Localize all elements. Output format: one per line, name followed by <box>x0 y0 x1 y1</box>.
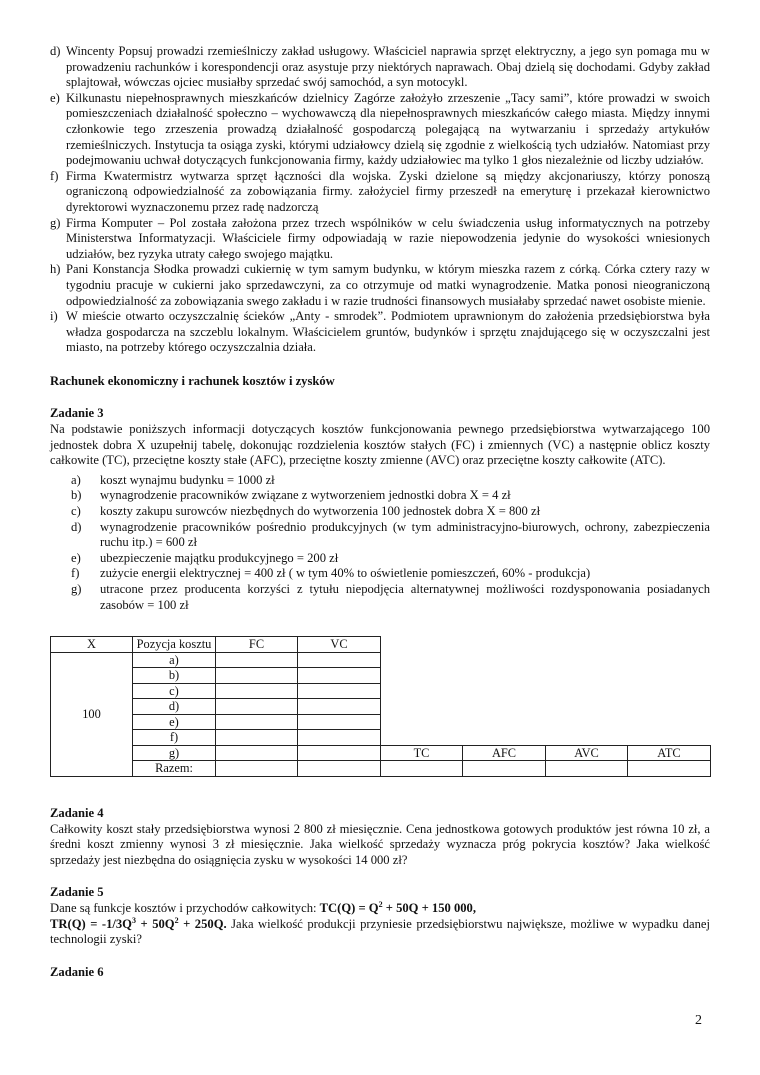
fc-total-cell[interactable] <box>216 761 298 777</box>
vc-cell[interactable] <box>298 668 381 684</box>
tc-cell[interactable] <box>381 761 463 777</box>
lower-section <box>50 806 710 980</box>
header-fc: FC <box>216 637 298 653</box>
section-title: Rachunek ekonomiczny i rachunek kosztów i zysków <box>50 373 335 388</box>
vc-cell[interactable] <box>298 745 381 761</box>
cost-items-list <box>50 473 710 613</box>
enterprise-examples-list <box>50 44 710 356</box>
table-row: f) <box>51 730 711 746</box>
list-item: e) Kilkunastu niepełnosprawnych mieszkańców dzielnicy Zagórze założyło zrzeszenie „Tacy sami”, które prowadzi w swoich pomieszczeniach działalność społeczno – wychowawczą dla niepełnosprawnych mieszkańców całego miasta. Między innymi członkowie tego zrzeszenia prowadzą działalność gospodarczą polegającą na wytwarzaniu i sprzedaży artykułów rzemieślniczych. Instytucja ta osiąga zyski, którymi udziałowcy dzielą się zgodnie z wielkością tych udziałów. Natomiast przy podejmowaniu uchwał dotyczących funkcjonowania firmy, każdy udziałowiec ma tylko 1 głos niezależnie od liczby udziałów. <box>50 90 710 168</box>
cost-table <box>50 636 711 777</box>
table-row: c) <box>51 683 711 699</box>
table-row: e) <box>51 714 711 730</box>
afc-cell[interactable] <box>463 761 546 777</box>
fc-cell[interactable] <box>216 683 298 699</box>
x-value: 100 <box>51 652 133 776</box>
list-item: d) Wincenty Popsuj prowadzi rzemieślniczy zakład usługowy. Właściciel naprawia sprzęt elektryczny, a jego syn pomaga mu w prowadzeniu rachunków i korespondencji oraz asystuje przy niektórych naprawach. Obaj dzielą się dochodami. Gdyby zakład splajtował, wówczas ojciec musiałby sprzedać swój samochód, a syn motocykl. <box>50 44 710 90</box>
header-pozycja: Pozycja kosztu <box>133 637 216 653</box>
table-row: g) TC AFC AVC ATC <box>51 745 711 761</box>
list-item: d) wynagrodzenie pracowników pośrednio produkcyjnych (w tym administracyjno-biurowych, ochrony, zabezpieczenia ruchu itp.) = 600 zł <box>71 519 710 550</box>
fc-cell[interactable] <box>216 699 298 715</box>
table-row-total: Razem: <box>51 761 711 777</box>
list-item: b) wynagrodzenie pracowników związane z wytworzeniem jednostki dobra X = 4 zł <box>71 488 511 503</box>
fc-cell[interactable] <box>216 745 298 761</box>
tc-formula: $TC(Q) = Q^2 + 50Q + 150$ 000, <box>319 899 477 915</box>
vc-cell[interactable] <box>298 652 381 668</box>
vc-cell[interactable] <box>298 699 381 715</box>
document-page <box>50 44 710 613</box>
zadanie-4-text: Całkowity koszt stały przedsiębiorstwa wynosi 2 800 zł miesięcznie. Cena jednostkowa gotowych produktów jest równa 10 zł, a średni koszt zmienny wynosi 3 zł miesięcznie. Jaka wielkość sprzedaży wyznacza próg pokrycia kosztów? Jaka wielkość sprzedaży jest niezbędna do osiągnięcia zysku w wysokości 14 000 zł? <box>50 821 710 867</box>
vc-cell[interactable] <box>298 683 381 699</box>
header-afc: AFC <box>463 745 546 761</box>
atc-cell[interactable] <box>628 761 711 777</box>
header-avc: AVC <box>546 745 628 761</box>
zadanie-5-text: Dane są funkcje kosztów i przychodów całkowitych: $TC(Q) = Q^2 + 50Q + 150$ 000, $TR(Q) = -1/3Q^3 + 50Q^2 + 250Q$. Jaka wielkość produkcji przyniesie przedsiębiorstwu największe, możliwe w wypadku danej technologii zyski? <box>50 899 710 947</box>
vc-cell[interactable] <box>298 730 381 746</box>
list-item: f) Firma Kwatermistrz wytwarza sprzęt łączności dla wojska. Zyski dzielone są między akcjonariuszy, którzy ponoszą ograniczoną odpowiedzialność za zobowiązania firmy. założyciel firmy przeszedł na emeryturę i przekazał kierownictwo dyrektorowi wyznaczonemu przez radę nadzorczą <box>50 168 710 214</box>
list-item: e) ubezpieczenie majątku produkcyjnego = 200 zł <box>71 550 339 565</box>
fc-cell[interactable] <box>216 730 298 746</box>
list-item: f) zużycie energii elektrycznej = 400 zł ( w tym 40% to oświetlenie pomieszczeń, 60% - produkcja) <box>71 566 591 581</box>
vc-total-cell[interactable] <box>298 761 381 777</box>
list-item: a) koszt wynajmu budynku = 1000 zł <box>71 472 275 487</box>
list-item: g) utracone przez producenta korzyści z tytułu niepodjęcia alternatywnej możliwości rozdysponowania posiadanych zasobów = 100 zł <box>71 582 710 612</box>
header-x: X <box>51 637 133 653</box>
zadanie-6-title: Zadanie 6 <box>50 964 104 979</box>
table-row: b) <box>51 668 711 684</box>
zadanie-3-intro: Na podstawie poniższych informacji dotyczących kosztów funkcjonowania pewnego przedsiębiorstwa wytwarzającego 100 jednostek dobra X uzupełnij tabelę, dokonując rozdzielenia kosztów stałych (FC) i zmiennych (VC) a następnie oblicz koszty całkowite (TC), przeciętne koszty stałe (AFC), przeciętne koszty zmienne (AVC) oraz przeciętne koszty całkowite (ATC). <box>50 422 710 468</box>
zadanie-4-title: Zadanie 4 <box>50 806 104 820</box>
list-item: h) Pani Konstancja Słodka prowadzi cukiernię w tym samym budynku, w którym mieszka razem z córką. Córka cztery razy w tygodniu pracuje w cukierni jako sprzedawczyni, za co otrzymuje od matki wynagrodzenie. Matka ponosi nieograniczoną odpowiedzialność za zobowiązania swego zakładu i w razie trudności finansowych musiałaby sprzedać nawet osobiste mienie. <box>50 262 710 308</box>
table-row: 100 a) <box>51 652 711 668</box>
fc-cell[interactable] <box>216 714 298 730</box>
zadanie-3-title: Zadanie 3 <box>50 406 104 421</box>
fc-cell[interactable] <box>216 652 298 668</box>
list-item: g) Firma Komputer – Pol została założona przez trzech wspólników w celu świadczenia usług informatycznych na potrzeby Ministerstwa Informatyzacji. Właściciele firmy odpowiadają w razie niepowodzenia jedynie do wysokości wniesionych udziałów, bez ryzyka utraty całego swojego majątku. <box>50 215 710 261</box>
list-item: i) W mieście otwarto oczyszczalnię ścieków „Anty - smrodek”. Podmiotem uprawnionym do założenia przedsiębiorstwa była władza gospodarcza na szczeblu lokalnym. Właścicielem gruntów, budynków i sprzętu znajdującego się w oczyszczalni jest miasto, na potrzeby którego oczyszczalnia działa. <box>50 309 710 355</box>
avc-cell[interactable] <box>546 761 628 777</box>
header-vc: VC <box>298 637 381 653</box>
page-number: 2 <box>695 1013 702 1028</box>
header-tc: TC <box>381 745 463 761</box>
vc-cell[interactable] <box>298 714 381 730</box>
fc-cell[interactable] <box>216 668 298 684</box>
header-atc: ATC <box>628 745 711 761</box>
list-item: c) koszty zakupu surowców niezbędnych do wytworzenia 100 jednostek dobra X = 800 zł <box>71 504 541 519</box>
table-row: d) <box>51 699 711 715</box>
table-header-row <box>51 637 711 653</box>
zadanie-5-title: Zadanie 5 <box>50 885 104 900</box>
tr-formula: $TR(Q) = -1/3Q^3 + 50Q^2 + 250Q$. <box>50 915 227 931</box>
